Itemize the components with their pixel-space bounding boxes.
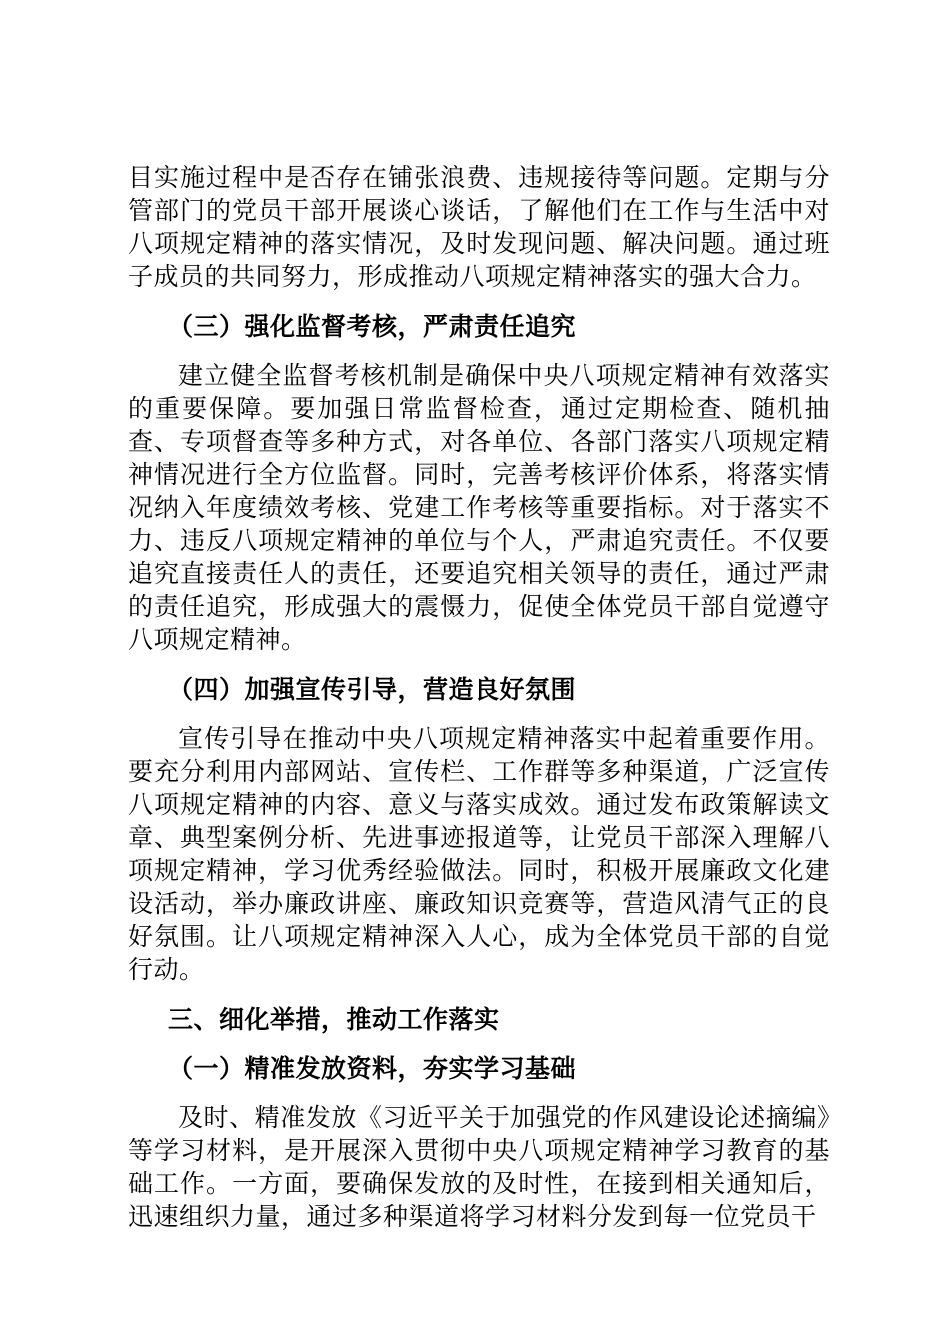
paragraph-materials: 及时、精准发放《习近平关于加强党的作风建设论述摘编》等学习材料，是开展深入贯彻中央八项规定精神学习教育的基础工作。一方面，要确保发放的及时性，在接到相关通知后，迅速组织力量，通过多种渠道将学习材料分发到每一位党员干 [128,1103,830,1231]
paragraph-publicity: 宣传引导在推动中央八项规定精神落实中起着重要作用。要充分利用内部网站、宣传栏、工作群等多种渠道，广泛宣传八项规定精神的内容、意义与落实成效。通过发布政策解读文章、典型案例分析、先进事迹报道等，让党员干部深入理解八项规定精神，学习优秀经验做法。同时，积极开展廉政文化建设活动，举办廉政讲座、廉政知识竞赛等，营造风清气正的良好氛围。让八项规定精神深入人心，成为全体党员干部的自觉行动。 [128,724,830,984]
paragraph-continuation: 目实施过程中是否存在铺张浪费、违规接待等问题。定期与分管部门的党员干部开展谈心谈话，了解他们在工作与生活中对八项规定精神的落实情况，及时发现问题、解决问题。通过班子成员的共同努力，形成推动八项规定精神落实的强大合力。 [128,163,830,291]
chapter-heading-measures: 三、细化举措，推动工作落实 [168,1005,500,1034]
section-heading-publicity: （四）加强宣传引导，营造良好氛围 [168,675,577,704]
document-body [128,161,830,1233]
section-heading-materials: （一）精准发放资料，夯实学习基础 [168,1054,577,1083]
paragraph-supervision: 建立健全监督考核机制是确保中央八项规定精神有效落实的重要保障。要加强日常监督检查，通过定期检查、随机抽查、专项督查等多种方式，对各单位、各部门落实八项规定精神情况进行全方位监督。同时，完善考核评价体系，将落实情况纳入年度绩效考核、党建工作考核等重要指标。对于落实不力、违反八项规定精神的单位与个人，严肃追究责任。不仅要追究直接责任人的责任，还要追究相关领导的责任，通过严肃的责任追究，形成强大的震慑力，促使全体党员干部自觉遵守八项规定精神。 [128,361,830,654]
section-heading-supervision: （三）强化监督考核，严肃责任追究 [168,312,577,341]
